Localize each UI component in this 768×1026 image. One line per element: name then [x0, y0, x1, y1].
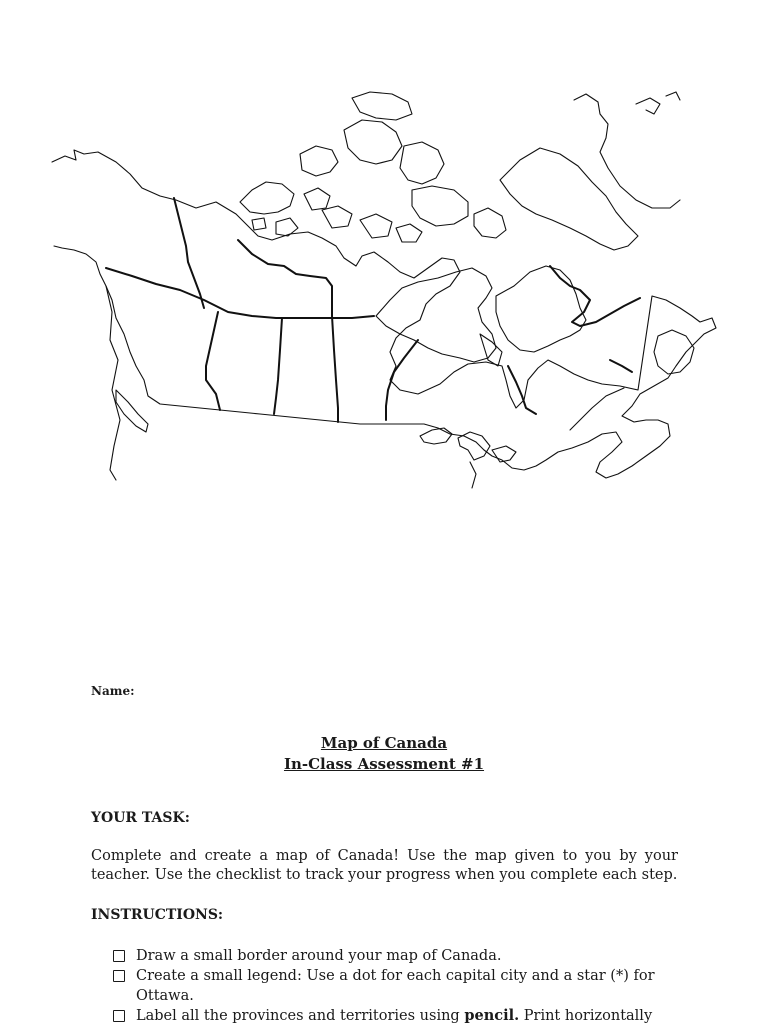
checklist-item-text: Draw a small border around your map of Canada. [136, 948, 502, 964]
title-block [0, 733, 768, 775]
baffin-island [500, 148, 638, 250]
checkbox-icon[interactable] [113, 1010, 125, 1022]
border-manitoba-ontario [386, 340, 418, 420]
border-yukon-nwt [174, 198, 204, 308]
name-field-label: Name: [91, 684, 135, 698]
mainland-coastline [52, 150, 716, 478]
border-bc-alberta [206, 312, 220, 410]
border-alberta-sask [274, 318, 282, 414]
great-lakes [420, 428, 452, 444]
checklist-item [113, 1006, 673, 1026]
checkbox-icon[interactable] [113, 970, 125, 982]
greenland-edge [574, 94, 680, 208]
border-quebec-labrador [550, 266, 640, 326]
instructions-heading: INSTRUCTIONS: [91, 907, 224, 923]
border-60th-parallel [106, 268, 374, 318]
worksheet-subtitle: In-Class Assessment #1 [283, 755, 485, 773]
arctic-islands [240, 182, 294, 214]
border-sask-manitoba [332, 316, 338, 422]
checkbox-icon[interactable] [113, 950, 125, 962]
border-nwt-nunavut [238, 240, 332, 316]
border-quebec-nb [610, 360, 632, 372]
checklist-item-text-end: Print horizontally [519, 1008, 653, 1024]
canada-outline-map [40, 90, 730, 490]
checklist-item-emphasis: pencil. [464, 1007, 520, 1024]
checklist-item-text: Create a small legend: Use a dot for each capital city and a star (*) for Ottawa. [136, 968, 655, 1004]
newfoundland [654, 330, 694, 374]
checklist-item [113, 946, 673, 966]
checklist-item [113, 966, 673, 1006]
instructions-checklist [113, 946, 673, 1026]
checklist-item-text-start: Label all the provinces and territories using [136, 1008, 465, 1024]
worksheet-title: Map of Canada [320, 734, 448, 752]
hudson-bay [376, 268, 496, 362]
task-description: Complete and create a map of Canada! Use the map given to you by your teacher. Use the checklist to track your progress when you complete each step. [91, 848, 678, 883]
task-heading: YOUR TASK: [91, 810, 190, 826]
border-ontario-quebec [508, 366, 536, 414]
